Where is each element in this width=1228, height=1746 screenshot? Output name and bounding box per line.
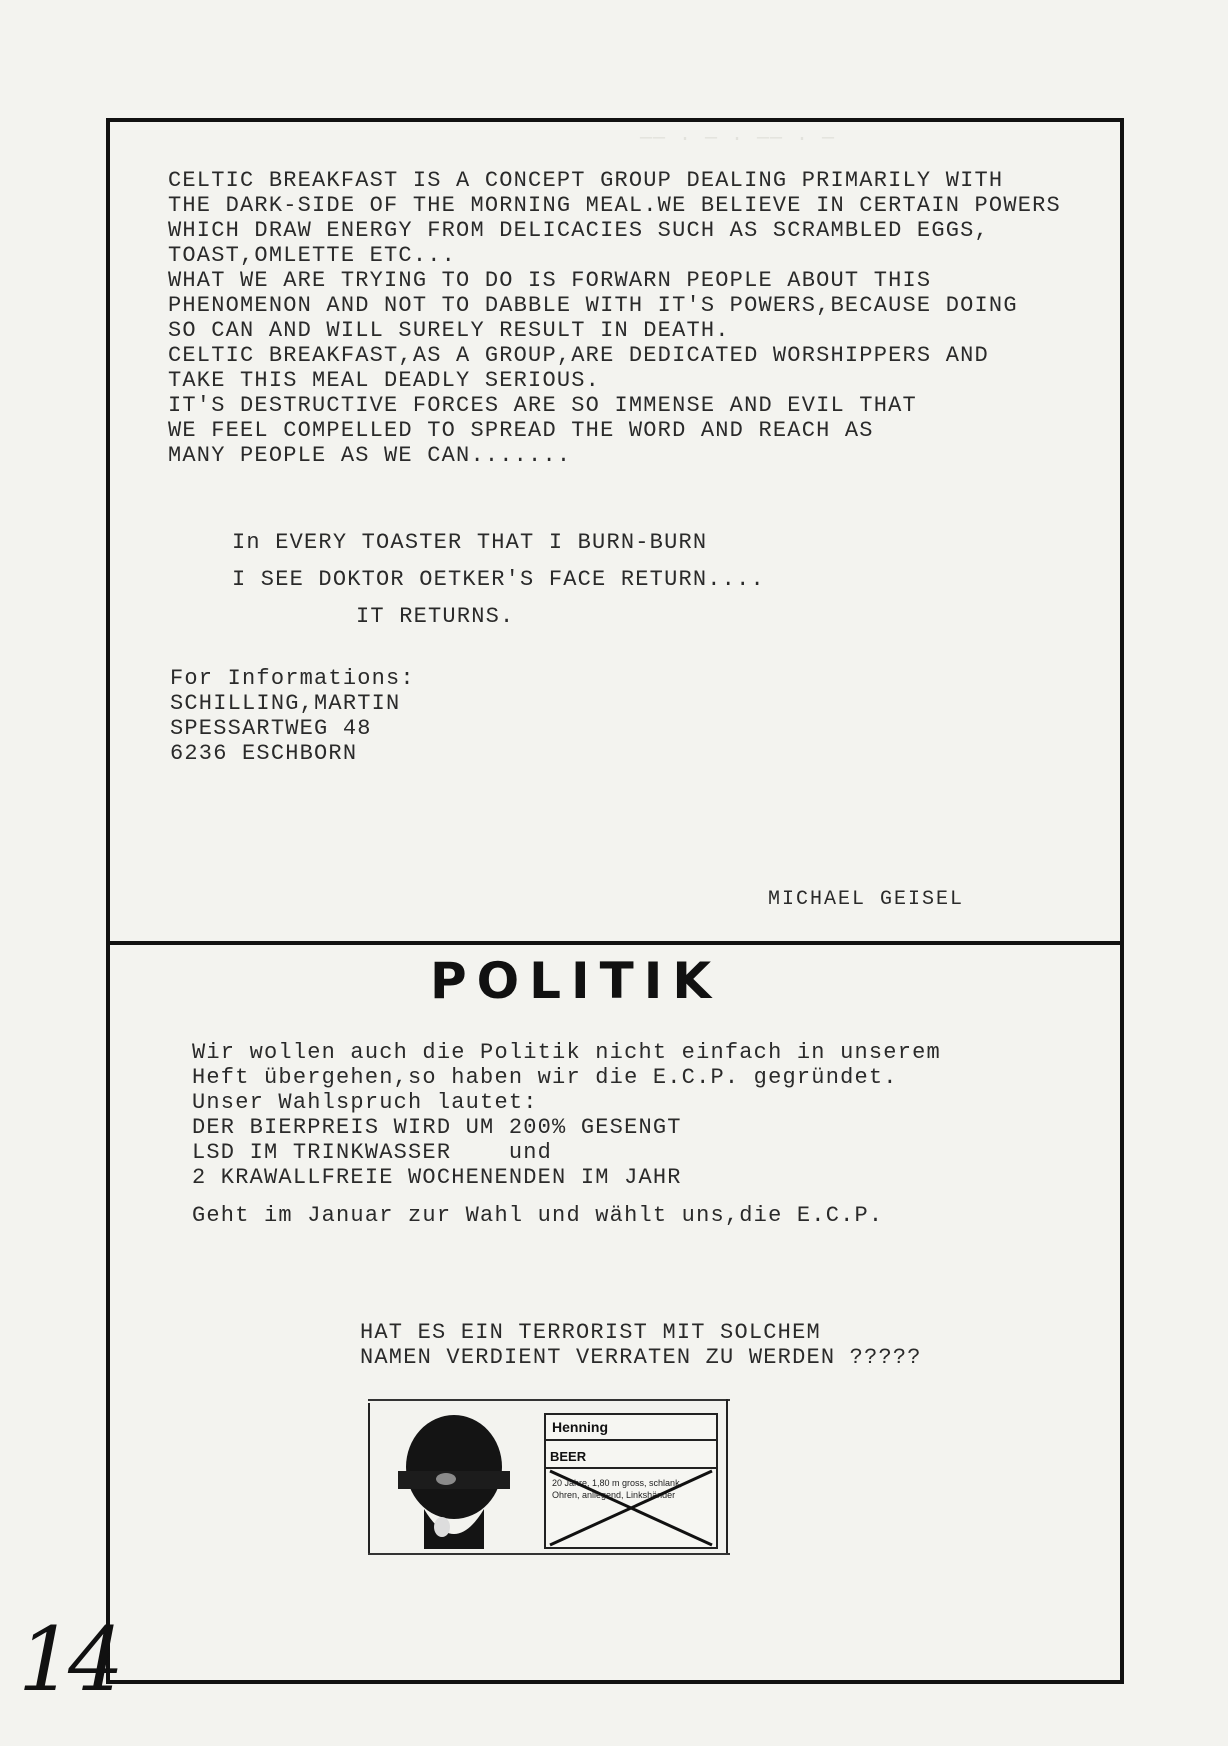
- section-divider: [110, 941, 1120, 945]
- contact-line: SCHILLING,MARTIN: [170, 691, 401, 716]
- author-signature: MICHAEL GEISEL: [768, 888, 965, 911]
- paragraph-line: WE FEEL COMPELLED TO SPREAD THE WORD AND REACH AS: [168, 418, 874, 443]
- portrait-silhouette: [384, 1409, 524, 1549]
- paragraph-line: SO CAN AND WILL SURELY RESULT IN DEATH.: [168, 318, 730, 343]
- slogan-line: DER BIERPREIS WIRD UM 200% GESENGT: [192, 1115, 682, 1140]
- paragraph-line: TOAST,OMLETTE ETC...: [168, 243, 457, 268]
- card-description: 20 Jahre, 1,80 m gross, schlank, Ohren, anliegend, Linkshänder: [552, 1478, 683, 1500]
- contact-line: For Informations:: [170, 666, 415, 691]
- paragraph-line: PHENOMENON AND NOT TO DABBLE WITH IT'S POWERS,BECAUSE DOING: [168, 293, 1018, 318]
- intro-line: Wir wollen auch die Politik nicht einfach in unserem: [192, 1040, 941, 1065]
- verse-line: IT RETURNS.: [356, 604, 515, 629]
- wanted-image: [368, 1395, 730, 1559]
- cross-out-mark: [546, 1469, 716, 1547]
- question-line: NAMEN VERDIENT VERRATEN ZU WERDEN ?????: [360, 1345, 922, 1370]
- paragraph-line: IT'S DESTRUCTIVE FORCES ARE SO IMMENSE AND EVIL THAT: [168, 393, 917, 418]
- paragraph-line: CELTIC BREAKFAST IS A CONCEPT GROUP DEALING PRIMARILY WITH: [168, 168, 1004, 193]
- paragraph-line: CELTIC BREAKFAST,AS A GROUP,ARE DEDICATED WORSHIPPERS AND: [168, 343, 989, 368]
- paragraph-line: TAKE THIS MEAL DEADLY SERIOUS.: [168, 368, 601, 393]
- section-title: POLITIK: [430, 952, 722, 1010]
- paragraph-line: WHICH DRAW ENERGY FROM DELICACIES SUCH AS SCRAMBLED EGGS,: [168, 218, 989, 243]
- paragraph-line: WHAT WE ARE TRYING TO DO IS FORWARN PEOPLE ABOUT THIS: [168, 268, 932, 293]
- intro-line: Heft übergehen,so haben wir die E.C.P. gegründet.: [192, 1065, 898, 1090]
- question-line: HAT ES EIN TERRORIST MIT SOLCHEM: [360, 1320, 821, 1345]
- paragraph-line: MANY PEOPLE AS WE CAN.......: [168, 443, 572, 468]
- card-last-name: BEER: [550, 1449, 587, 1464]
- paragraph-line: THE DARK-SIDE OF THE MORNING MEAL.WE BELIEVE IN CERTAIN POWERS: [168, 193, 1061, 218]
- card-first-name: Henning: [552, 1419, 608, 1435]
- bleed-through-texture: ── · ─ · ── · ─: [640, 128, 836, 151]
- slogan-line: 2 KRAWALLFREIE WOCHENENDEN IM JAHR: [192, 1165, 682, 1190]
- intro-line: Unser Wahlspruch lautet:: [192, 1090, 538, 1115]
- verse-line: I SEE DOKTOR OETKER'S FACE RETURN....: [232, 567, 765, 592]
- contact-line: 6236 ESCHBORN: [170, 741, 358, 766]
- wanted-card: [544, 1413, 718, 1549]
- page-number: 14: [18, 1608, 118, 1711]
- call-to-action: Geht im Januar zur Wahl und wählt uns,die E.C.P.: [192, 1203, 884, 1228]
- verse-line: In EVERY TOASTER THAT I BURN-BURN: [232, 530, 708, 555]
- contact-line: SPESSARTWEG 48: [170, 716, 372, 741]
- slogan-line: LSD IM TRINKWASSER und: [192, 1140, 553, 1165]
